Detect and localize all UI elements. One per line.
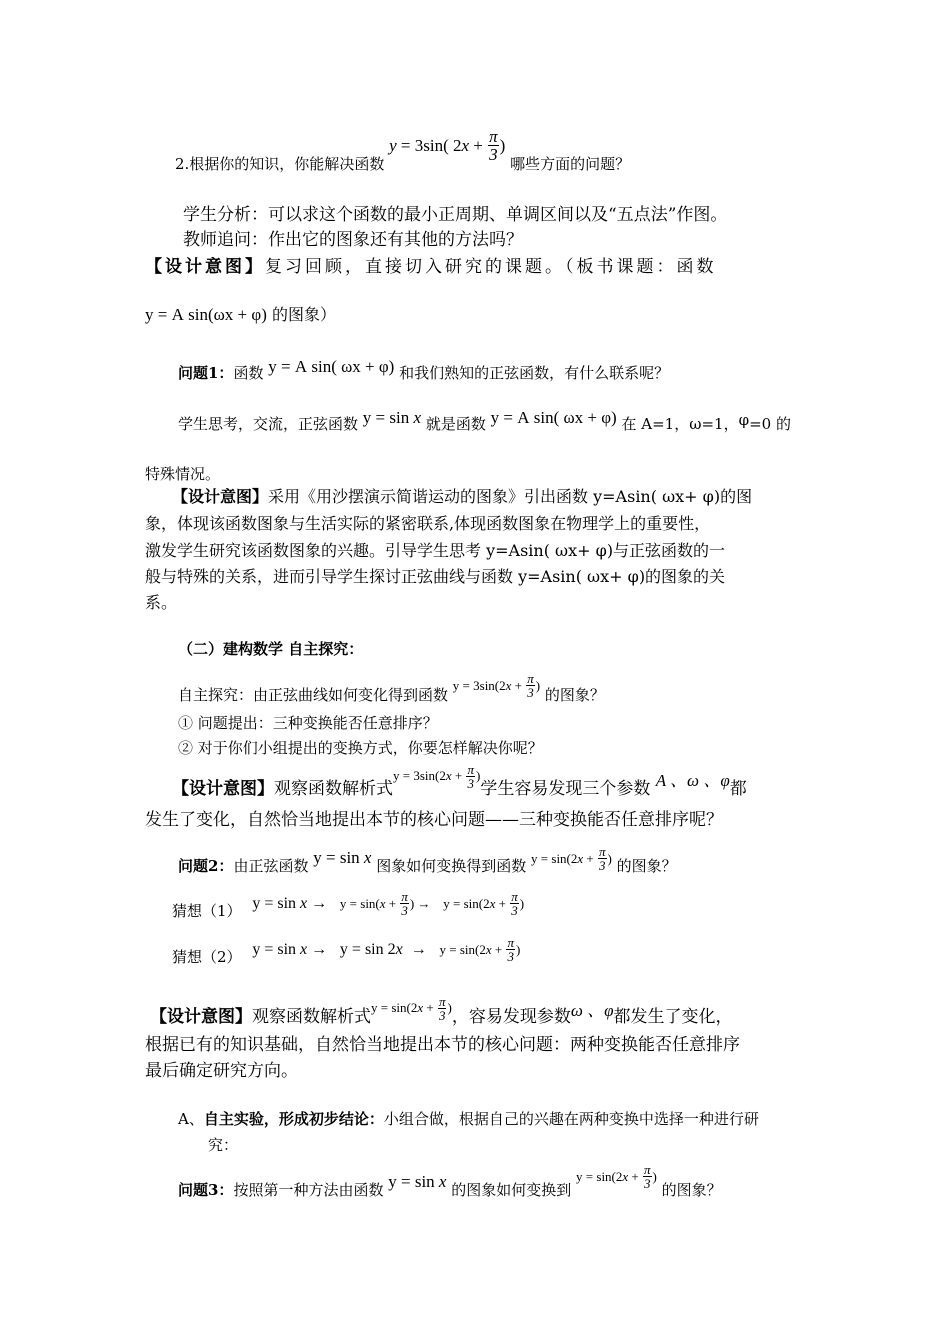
student-think-formula2: y = A sin( ωx + φ) <box>490 408 617 427</box>
design-intent-4-label: 【设计意图】 <box>150 1007 252 1027</box>
question-1-suffix: 和我们熟知的正弦函数，有什么联系呢？ <box>399 364 670 382</box>
guess-2-step3: y = sin(2 x + $\frac{\pi}{3}$ ) <box>439 935 521 964</box>
design-intent-4-params: ω 、φ <box>570 1001 614 1020</box>
design1-formula: y = A sin(ωx + φ) <box>145 305 267 324</box>
question-3-mid: 的图象如何变换到 <box>451 1180 572 1199</box>
design-intent-3-formula: y = 3sin(2 x + $\frac{\pi}{3}$ ) <box>393 761 481 791</box>
design-intent-3-suffix: 都 <box>729 779 747 799</box>
design-intent-4-line1 <box>150 992 733 1027</box>
design-intent-3-line1 <box>172 760 747 799</box>
design-intent-2-line1 <box>172 484 752 507</box>
guess-1-label: 猜想（1） <box>172 901 242 920</box>
q2-intro-line <box>175 127 631 173</box>
guess-1-step1: y = sin x → <box>252 894 328 912</box>
question-2-formula1: y = sin x <box>313 847 372 867</box>
guess-1-step3: y = sin(2 x + $\frac{\pi}{3}$ ) <box>443 889 525 918</box>
design-intent-4-mid: ，容易发现参数 <box>451 1007 571 1027</box>
section-a-bold: 自主实验，形成初步结论： <box>203 1110 384 1128</box>
student-think-formula1: y = sin x <box>362 408 422 427</box>
section-2-title: （二）建构数学 自主探究： <box>178 640 364 658</box>
design-intent-3-prefix: 观察函数解析式 <box>274 779 393 799</box>
question-1-prefix: 函数 <box>233 364 264 382</box>
student-analysis: 学生分析：可以求这个函数的最小正周期、单调区间以及“五点法”作图。 <box>183 205 728 225</box>
explore-formula: y = 3sin(2 x + $\frac{\pi}{3}$ ) <box>452 671 541 700</box>
design-intent-4-line3: 最后确定研究方向。 <box>145 1061 298 1081</box>
question-1 <box>178 357 670 383</box>
q2-intro-formula: y = 3sin( 2 x + $\frac{\pi}{3}$ ) <box>389 127 506 164</box>
explore-item-2: ② 对于你们小组提出的变换方式，你要怎样解决你呢？ <box>178 739 543 757</box>
section-a-text: 小组合做，根据自己的兴趣在两种变换中选择一种进行研 <box>383 1110 759 1128</box>
q2-intro-suffix: 哪些方面的问题？ <box>510 154 631 173</box>
design-intent-4-prefix: 观察函数解析式 <box>252 1007 371 1027</box>
student-think <box>178 408 791 434</box>
question-3-prefix: 按照第一种方法由函数 <box>233 1180 384 1199</box>
design-intent-4-suffix: 都发生了变化， <box>613 1007 733 1027</box>
explore-suffix: 的图象？ <box>544 685 605 704</box>
guess-2-step2: y = sin 2 x → <box>339 940 427 958</box>
explore-prefix: 自主探究：由正弦曲线如何变化得到函数 <box>178 685 449 704</box>
design-intent-3-mid: 学生容易发现三个参数 <box>480 779 651 799</box>
question-3 <box>178 1162 722 1199</box>
explore-item-1: ① 问题提出：三种变换能否任意排序？ <box>178 714 438 732</box>
design-intent-1 <box>145 252 717 277</box>
design-intent-3-params: A 、ω 、φ <box>655 771 730 790</box>
question-2-prefix: 由正弦函数 <box>233 856 309 875</box>
design-intent-1-line2 <box>145 302 336 325</box>
student-think-mid: 就是函数 <box>425 415 486 433</box>
question-2-suffix: 的图象？ <box>616 856 677 875</box>
design-intent-2-line3: 激发学生研究该函数图象的兴趣。引导学生思考 y=Asin( ωx+ φ)与正弦函数的一 <box>145 541 726 560</box>
guess-2-step1: y = sin x → <box>252 940 328 958</box>
question-1-formula: y = A sin( ωx + φ) <box>268 357 395 376</box>
explore-line <box>178 671 605 704</box>
section-a-prefix: A、 <box>178 1110 204 1128</box>
question-1-label: 问题1： <box>178 364 234 382</box>
design-intent-2-label: 【设计意图】 <box>172 487 269 506</box>
q2-intro-prefix: 2.根据你的知识，你能解决函数 <box>175 154 385 173</box>
design-intent-label: 【设计意图】 <box>145 257 265 277</box>
question-2 <box>178 844 677 875</box>
question-3-formula2: y = sin(2 x + $\frac{\pi}{3}$ ) <box>576 1162 657 1191</box>
student-think-prefix: 学生思考，交流，正弦函数 <box>178 415 359 433</box>
guess-2 <box>172 935 521 966</box>
design-intent-2-line5: 系。 <box>145 593 178 612</box>
student-think-suffix: 在 A=1，ω=1， <box>621 415 739 433</box>
design-intent-2-text1: 采用《用沙摆演示简谐运动的图象》引出函数 y=Asin( ωx+ φ)的图 <box>268 487 753 506</box>
design-intent-2-line4: 般与特殊的关系，进而引导学生探讨正弦曲线与函数 y=Asin( ωx+ φ)的图象的关 <box>145 567 726 586</box>
design-intent-2-line2: 象，体现该函数图象与生活实际的紧密联系,体现函数图象在物理学上的重要性， <box>145 514 711 533</box>
student-think-end: =0 的 <box>749 415 791 433</box>
design-intent-3-line2: 发生了变化，自然恰当地提出本节的核心问题——三种变换能否任意排序呢？ <box>145 810 723 830</box>
question-3-label: 问题3： <box>178 1180 234 1199</box>
design-intent-text: 复习回顾，直接切入研究的课题。（板书课题：函数 <box>265 257 717 277</box>
design1-tail: 的图象） <box>271 305 336 324</box>
question-3-formula1: y = sin x <box>388 1171 447 1191</box>
section-a-line1 <box>178 1108 759 1129</box>
question-2-formula2: y = sin(2 x + $\frac{\pi}{3}$ ) <box>531 844 612 873</box>
teacher-followup: 教师追问：作出它的图象还有其他的方法吗？ <box>183 230 523 250</box>
question-2-mid: 图象如何变换得到函数 <box>376 856 527 875</box>
design-intent-4-formula: y = sin(2 x + $\frac{\pi}{3}$ ) <box>371 993 452 1023</box>
question-2-label: 问题2： <box>178 856 234 875</box>
student-think-line2: 特殊情况。 <box>145 465 221 483</box>
design-intent-3-label: 【设计意图】 <box>172 779 274 799</box>
design-intent-4-line2: 根据已有的知识基础，自然恰当地提出本节的核心问题：两种变换能否任意排序 <box>145 1035 740 1055</box>
phi-symbol: φ <box>738 411 750 429</box>
question-3-suffix: 的图象？ <box>661 1180 722 1199</box>
section-a-line2: 究： <box>208 1136 239 1154</box>
guess-2-label: 猜想（2） <box>172 947 242 966</box>
guess-1-step2: y = sin( x + $\frac{\pi}{3}$ ) → <box>339 889 431 918</box>
guess-1 <box>172 889 525 920</box>
